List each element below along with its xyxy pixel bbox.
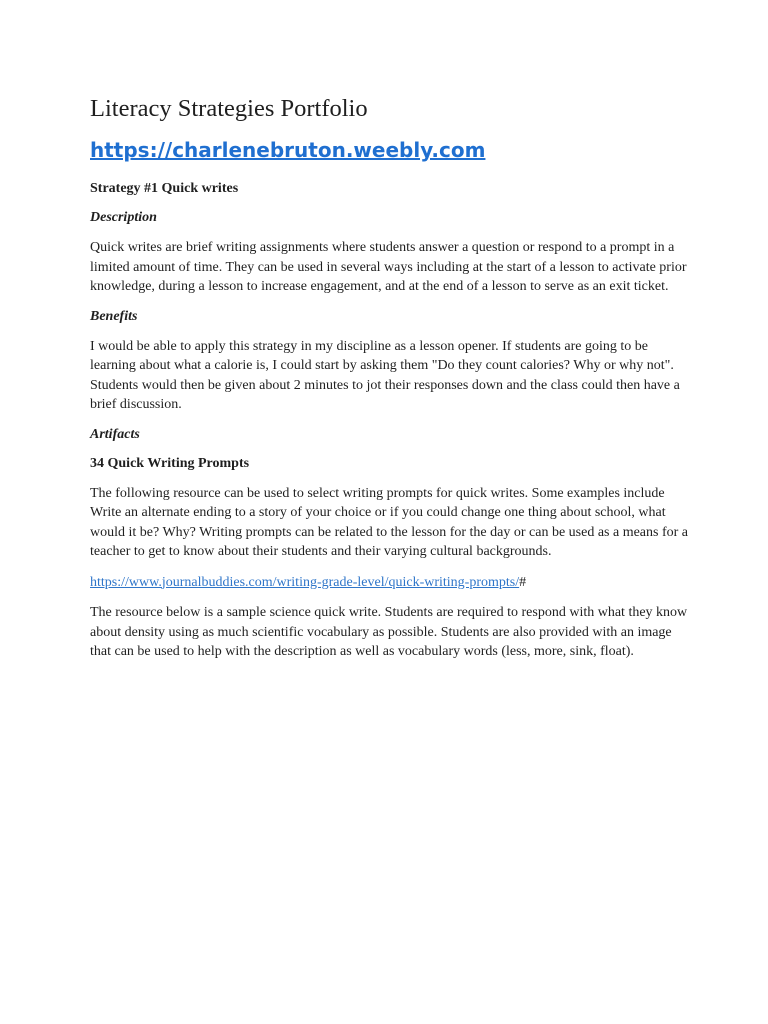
benefits-heading: Benefits bbox=[90, 308, 138, 324]
document-title: Literacy Strategies Portfolio bbox=[90, 95, 368, 122]
artifact-link-suffix: # bbox=[519, 574, 527, 590]
artifact-link[interactable]: https://www.journalbuddies.com/writing-grade-level/quick-writing-prompts/ bbox=[90, 574, 520, 590]
artifact-paragraph: The following resource can be used to select writing prompts for quick writes. Some examples include Write an alternate ending to a story of your choice or if you could change one thing about school, what would it be? Why? Writing prompts can be related to the lesson for the day or can be used as a means for a teacher to get to know about their students and their varying cultural backgrounds. bbox=[90, 485, 689, 559]
sample-paragraph: The resource below is a sample science quick write. Students are required to respond with what they know about density using as much scientific vocabulary as possible. Students are also provided with an image that can be used to help with the description as well as vocabulary words (less, more, sink, float). bbox=[90, 605, 688, 659]
description-paragraph: Quick writes are brief writing assignments where students answer a question or respond to a prompt in a limited amount of time. They can be used in several ways including at the start of a lesson to activate prior knowledge, during a lesson to increase engagement, and at the end of a lesson to serve as an exit ticket. bbox=[90, 240, 687, 294]
artifact-title: 34 Quick Writing Prompts bbox=[90, 455, 250, 471]
artifact-link-line bbox=[90, 573, 698, 593]
benefits-paragraph: I would be able to apply this strategy in my discipline as a lesson opener. If students are going to be learning about what a calorie is, I could start by asking them "Do they count calories? Why or why not". Students would then be given about 2 minutes to jot their responses down and the class could then have a brief discussion. bbox=[90, 338, 680, 412]
description-heading: Description bbox=[90, 210, 157, 225]
portfolio-site-link[interactable]: https://charlenebruton.weebly.com bbox=[90, 138, 486, 162]
artifacts-heading: Artifacts bbox=[90, 426, 140, 442]
strategy-heading: Strategy #1 Quick writes bbox=[90, 181, 239, 196]
